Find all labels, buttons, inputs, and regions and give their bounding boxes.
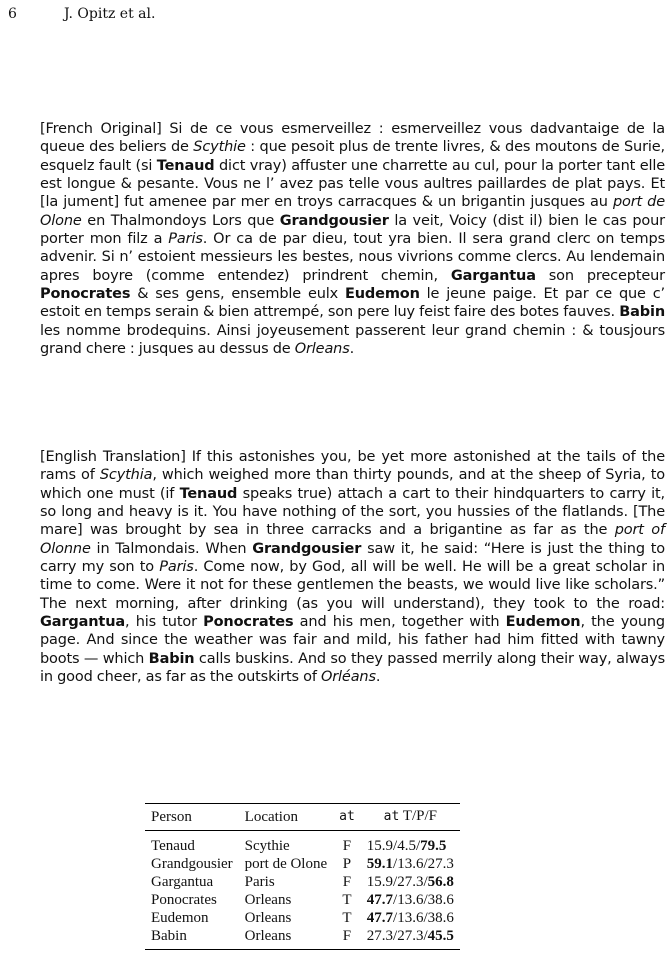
table-row <box>145 855 460 873</box>
cell-location: Orleans <box>244 892 292 908</box>
col-header-at-code: at <box>339 809 355 824</box>
italic-place: Paris <box>168 231 203 248</box>
bold-name: Ponocrates <box>40 286 131 303</box>
italic-place: Orleans <box>294 341 350 358</box>
page-number: 6 <box>8 6 17 22</box>
cell-at-tpf <box>361 891 460 909</box>
score-t: 15.9 <box>366 838 394 854</box>
score-separator: / <box>393 838 398 854</box>
cell-person: Ponocrates <box>151 892 217 908</box>
cell-at-tpf <box>361 909 460 927</box>
bold-name: Gargantua <box>450 267 536 284</box>
text-run: la veit, Voicy (dist il) bien le cas pour porter mon filz a <box>40 212 665 248</box>
text-run: les nomme brodequins. Ainsi joyeusement passerent leur grand chemin : & tousjours grand chere : jusques au dessus de <box>40 322 665 358</box>
bold-name: Grandgousier <box>279 212 389 229</box>
col-header-at <box>333 804 361 831</box>
cell-location: Paris <box>244 874 275 890</box>
bold-name: Babin <box>619 304 665 321</box>
italic-place: Orléans <box>320 669 376 686</box>
bold-name: Tenaud <box>179 485 238 502</box>
cell-location: port de Olone <box>244 856 328 872</box>
bold-name: Tenaud <box>156 157 215 174</box>
character-location-table <box>145 803 460 950</box>
table-body <box>145 831 460 950</box>
text-run: , his tutor <box>125 614 204 631</box>
italic-place: Scythia <box>99 467 153 484</box>
score-f: 56.8 <box>427 874 454 890</box>
text-run: [French Original] Si de ce vous esmerveillez : esmerveillez vous dadvantaige de la queue des beliers de <box>40 121 665 156</box>
score-separator: / <box>415 838 421 854</box>
table-row <box>145 873 460 891</box>
score-f: 38.6 <box>427 892 454 908</box>
score-p: 4.5 <box>397 838 416 854</box>
table-header-row <box>145 804 460 831</box>
col-header-at-tpf <box>361 804 460 831</box>
text-run: and his men, together with <box>293 614 506 631</box>
score-separator: / <box>393 856 398 872</box>
cell-person: Grandgousier <box>151 856 233 872</box>
text-run: [English Translation] If this astonishes you, be yet more astonished at the tails of the rams of <box>40 449 665 484</box>
text-run: le jeune paige. Et par ce que c’ estoit en temps serain & bien attrempé, son pere luy feist faire des botes fauves. <box>40 286 665 321</box>
text-run: . <box>349 341 355 358</box>
score-t: 27.3 <box>366 928 394 944</box>
page-header <box>8 6 155 22</box>
score-separator: / <box>393 892 398 908</box>
text-run: , the young page. And since the weather was fair and mild, his father had him fitted with tawny boots — which <box>40 614 665 667</box>
score-p: 27.3 <box>397 928 424 944</box>
french-original-paragraph <box>40 120 665 358</box>
score-f: 45.5 <box>427 928 454 944</box>
score-f: 38.6 <box>427 910 454 926</box>
cell-person: Gargantua <box>151 874 214 890</box>
col-header-person: Person <box>145 804 239 831</box>
cell-location: Orleans <box>239 927 333 950</box>
text-run: in Talmondais. When <box>90 540 253 557</box>
text-run: : que pesoit plus de trente livres, & des moutons de Surie, esquelz fault (si <box>40 139 665 174</box>
score-t: 15.9 <box>366 874 394 890</box>
text-run: . <box>375 669 381 686</box>
text-run: . Or ca de par dieu, tout yra bien. Il sera grand clerc on temps advenir. Si n’ estoient messieurs les bestes, nous vivrions comme clercs. Au lendemain apres boyre (comme entendez) prindrent chemin, <box>40 231 665 284</box>
italic-place: Paris <box>159 559 194 576</box>
cell-at: F <box>342 838 352 854</box>
score-separator: / <box>423 892 428 908</box>
italic-place: port de Olone <box>40 194 665 229</box>
score-p: 13.6 <box>397 892 424 908</box>
cell-at-tpf <box>361 927 460 950</box>
score-p: 13.6 <box>397 856 424 872</box>
text-run: dict vray) affuster une charrette au cul, pour la porter tant elle est longue & pesante. Vous ne l’ avez pas telle vous aultres paillardes de plat pays. Et [la jument] fut amenee par mer en troys carracques & un brigantin jusques au <box>40 157 666 211</box>
cell-person: Tenaud <box>151 838 195 854</box>
score-p: 27.3 <box>397 874 424 890</box>
cell-at-tpf <box>361 855 460 873</box>
english-translation-paragraph <box>40 448 665 686</box>
cell-at: F <box>333 927 361 950</box>
bold-name: Eudemon <box>505 614 581 631</box>
score-separator: / <box>393 874 398 890</box>
table-row <box>145 909 460 927</box>
text-run: speaks true) attach a cart to their hindquarters to carry it, so long and heavy is it. You have nothing of the sort, you hussies of the flatlands. [The mare] was brought by sea in three carracks and a brigantine as far as the <box>40 485 665 539</box>
cell-at-tpf <box>361 873 460 891</box>
score-f: 79.5 <box>420 838 447 854</box>
running-authors: J. Opitz et al. <box>64 6 156 22</box>
cell-at-tpf <box>361 831 460 856</box>
score-t: 47.7 <box>366 910 394 926</box>
score-separator: / <box>423 856 428 872</box>
col-header-at-tpf-label: T/P/F <box>399 808 437 824</box>
bold-name: Ponocrates <box>203 614 294 631</box>
cell-at: P <box>342 856 352 872</box>
italic-place: port of Olonne <box>40 522 665 557</box>
cell-person: Eudemon <box>151 910 209 926</box>
score-p: 13.6 <box>397 910 424 926</box>
bold-name: Babin <box>148 650 195 667</box>
table-row <box>145 927 460 950</box>
bold-name: Grandgousier <box>252 540 362 557</box>
score-separator: / <box>423 910 428 926</box>
score-t: 47.7 <box>366 892 394 908</box>
cell-person: Babin <box>145 927 239 950</box>
text-run: , which weighed more than thirty pounds, and at the sheep of Syria, to which one must (if <box>40 467 665 502</box>
col-header-location: Location <box>239 804 333 831</box>
score-separator: / <box>423 874 428 890</box>
text-run: en Thalmondoys Lors que <box>81 212 280 229</box>
bold-name: Gargantua <box>40 614 126 631</box>
col-header-at-tpf-code: at <box>383 809 400 824</box>
score-separator: / <box>423 928 428 944</box>
text-run: . Come now, by God, all will be well. He will be a great scholar in time to come. Were it not for these gentlemen the beasts, we would live like scholars.” The next morning, after drinking (as you will understand), they took to the road: <box>40 559 665 612</box>
text-run: & ses gens, ensemble eulx <box>130 286 345 303</box>
cell-location: Scythie <box>244 838 290 854</box>
cell-at: T <box>342 910 352 926</box>
text-run: son precepteur <box>535 267 665 284</box>
score-separator: / <box>393 910 398 926</box>
cell-location: Orleans <box>244 910 292 926</box>
table-row <box>145 831 460 856</box>
text-run: calls buskins. And so they passed merrily along their way, always in good cheer, as far as the outskirts of <box>40 650 665 686</box>
score-separator: / <box>393 928 398 944</box>
score-f: 27.3 <box>427 856 454 872</box>
italic-place: Scythie <box>193 139 246 156</box>
cell-at: T <box>342 892 352 908</box>
text-run: saw it, he said: “Here is just the thing to carry my son to <box>40 540 665 576</box>
score-t: 59.1 <box>366 856 394 872</box>
table-row <box>145 891 460 909</box>
cell-at: F <box>342 874 352 890</box>
bold-name: Eudemon <box>344 286 420 303</box>
